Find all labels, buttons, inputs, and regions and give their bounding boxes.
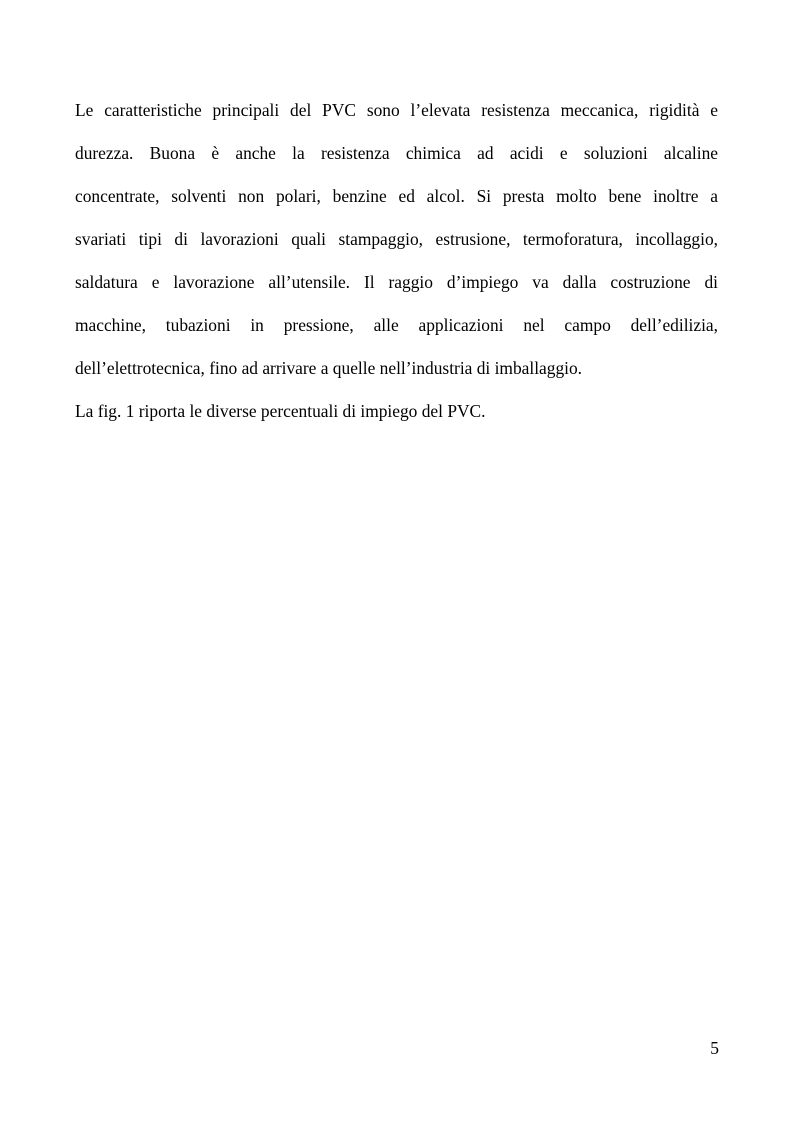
paragraph-line: Le caratteristiche principali del PVC sono l’elevata resistenza meccanica, rigidità e bbox=[75, 100, 718, 120]
paragraph-line: svariati tipi di lavorazioni quali stampaggio, estrusione, termoforatura, incollaggio, bbox=[75, 229, 718, 249]
paragraph-line: durezza. Buona è anche la resistenza chimica ad acidi e soluzioni alcaline bbox=[75, 143, 718, 163]
figure-reference-paragraph: La fig. 1 riporta le diverse percentuali di impiego del PVC. bbox=[75, 401, 486, 421]
paragraph-line: dell’elettrotecnica, fino ad arrivare a quelle nell’industria di imballaggio. bbox=[75, 358, 583, 378]
page-number: 5 bbox=[710, 1038, 719, 1058]
body-paragraph bbox=[75, 89, 718, 390]
paragraph-line: macchine, tubazioni in pressione, alle applicazioni nel campo dell’edilizia, bbox=[75, 315, 718, 335]
paragraph-line: concentrate, solventi non polari, benzine ed alcol. Si presta molto bene inoltre a bbox=[75, 186, 718, 206]
paragraph-line: saldatura e lavorazione all’utensile. Il raggio d’impiego va dalla costruzione di bbox=[75, 272, 718, 292]
